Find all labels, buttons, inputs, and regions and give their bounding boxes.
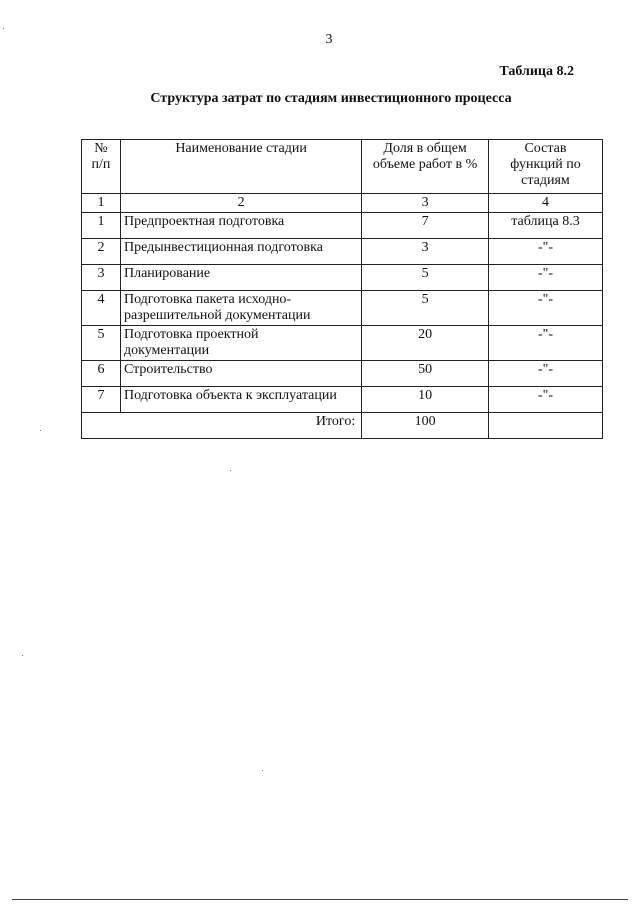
stage-share: 5 — [362, 291, 489, 326]
stage-functions: -"- — [488, 239, 602, 265]
row-number: 4 — [82, 291, 121, 326]
scan-speck — [230, 470, 231, 471]
stage-share: 10 — [362, 387, 489, 413]
stage-name: Строительство — [120, 361, 361, 387]
row-number: 6 — [82, 361, 121, 387]
table-row — [82, 291, 603, 326]
cost-structure-table — [81, 139, 603, 439]
stage-share: 50 — [362, 361, 489, 387]
table-total-row — [82, 413, 603, 439]
scan-speck — [22, 655, 23, 656]
table-row — [82, 361, 603, 387]
column-index: 2 — [120, 194, 361, 213]
stage-name: Предпроектная подготовка — [120, 213, 361, 239]
stage-share: 20 — [362, 326, 489, 361]
column-index: 3 — [362, 194, 489, 213]
scan-edge-line — [12, 899, 628, 900]
header-number: № п/п — [82, 140, 121, 194]
row-number: 3 — [82, 265, 121, 291]
column-index: 1 — [82, 194, 121, 213]
stage-functions: -"- — [488, 387, 602, 413]
stage-name: Предынвестиционная подготовка — [120, 239, 361, 265]
stage-share: 5 — [362, 265, 489, 291]
table-header-row — [82, 140, 603, 194]
table-row — [82, 387, 603, 413]
stage-functions: -"- — [488, 265, 602, 291]
stage-functions: -"- — [488, 361, 602, 387]
header-functions: Состав функций по стадиям — [488, 140, 602, 194]
table-row — [82, 265, 603, 291]
row-number: 5 — [82, 326, 121, 361]
stage-name: Подготовка объекта к эксплуатации — [120, 387, 361, 413]
table-row — [82, 239, 603, 265]
stage-share: 3 — [362, 239, 489, 265]
total-label: Итого: — [82, 413, 362, 439]
page-number: 3 — [325, 32, 333, 47]
table-row — [82, 213, 603, 239]
table-caption: Таблица 8.2 — [499, 64, 574, 79]
table-title: Структура затрат по стадиям инвестиционного процесса — [150, 91, 512, 106]
stage-functions: -"- — [488, 326, 602, 361]
total-functions — [488, 413, 602, 439]
column-index-row — [82, 194, 603, 213]
table-row — [82, 326, 603, 361]
column-index: 4 — [488, 194, 602, 213]
header-share: Доля в общем объеме работ в % — [362, 140, 489, 194]
scan-speck — [40, 430, 41, 431]
stage-functions: таблица 8.3 — [488, 213, 602, 239]
row-number: 2 — [82, 239, 121, 265]
header-stage-name: Наименование стадии — [120, 140, 361, 194]
stage-name: Подготовка пакета исходно- разрешительной документации — [120, 291, 361, 326]
stage-name: Планирование — [120, 265, 361, 291]
stage-share: 7 — [362, 213, 489, 239]
scan-speck — [3, 28, 4, 29]
scan-speck — [262, 770, 263, 771]
stage-name: Подготовка проектной документации — [120, 326, 361, 361]
stage-functions: -"- — [488, 291, 602, 326]
row-number: 1 — [82, 213, 121, 239]
total-share: 100 — [362, 413, 489, 439]
row-number: 7 — [82, 387, 121, 413]
